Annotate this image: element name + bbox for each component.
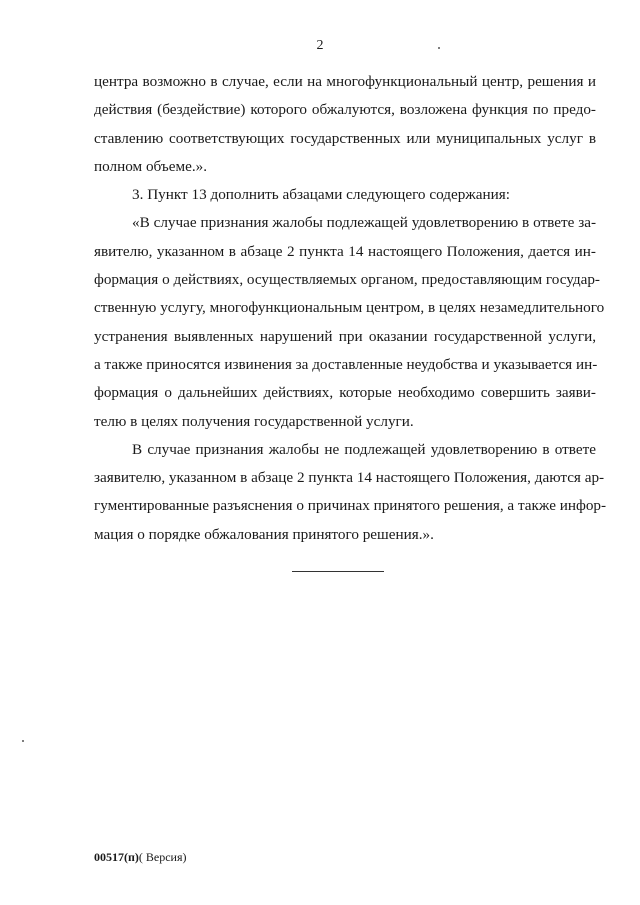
document-code: 00517(п) <box>94 850 139 864</box>
text-line: устранения выявленных нарушений при оказании государственной услуги, <box>94 327 596 345</box>
text-line: мация о порядке обжалования принятого решения.». <box>94 525 434 543</box>
paragraph <box>94 181 596 209</box>
text-line: ставлению соответствующих государственных или муниципальных услуг в <box>94 129 596 147</box>
text-line: формация о дальнейших действиях, которые необходимо совершить заяви- <box>94 384 596 402</box>
document-body <box>94 68 607 549</box>
text-line: центра возможно в случае, если на многофункциональный центр, решения и <box>94 73 596 90</box>
text-line: ственную услугу, многофункциональным центром, в целях незамедлительного <box>94 299 605 317</box>
closing-rule <box>292 571 384 572</box>
text-line: формация о действиях, осуществляемых органом, предоставляющим государ- <box>94 271 600 289</box>
text-line: явителю, указанном в абзаце 2 пункта 14 настоящего Положения, дается ин- <box>94 242 596 260</box>
text-line: действия (бездействие) которого обжалуются, возложена функция по предо- <box>94 101 596 119</box>
text-line: телю в целях получения государственной услуги. <box>94 412 414 430</box>
paragraph <box>94 436 607 549</box>
text-line: В случае признания жалобы не подлежащей удовлетворению в ответе <box>132 440 596 458</box>
version-label: ( Версия) <box>138 850 187 864</box>
text-line: 3. Пункт 13 дополнить абзацами следующего содержания: <box>132 186 510 204</box>
text-line: полном объеме.». <box>94 157 208 175</box>
document-footer <box>94 850 187 865</box>
scan-speck <box>22 740 24 742</box>
text-line: гументированные разъяснения о причинах принятого решения, а также инфор- <box>94 497 607 515</box>
page-number: 2 <box>316 38 324 53</box>
text-line: а также приносятся извинения за доставленные неудобства и указывается ин- <box>94 355 598 373</box>
paragraph <box>94 68 596 181</box>
text-line: заявителю, указанном в абзаце 2 пункта 14 настоящего Положения, даются ар- <box>94 469 605 487</box>
paragraph <box>94 209 605 435</box>
scan-speck <box>438 47 440 49</box>
text-line: «В случае признания жалобы подлежащей удовлетворению в ответе за- <box>132 214 596 232</box>
